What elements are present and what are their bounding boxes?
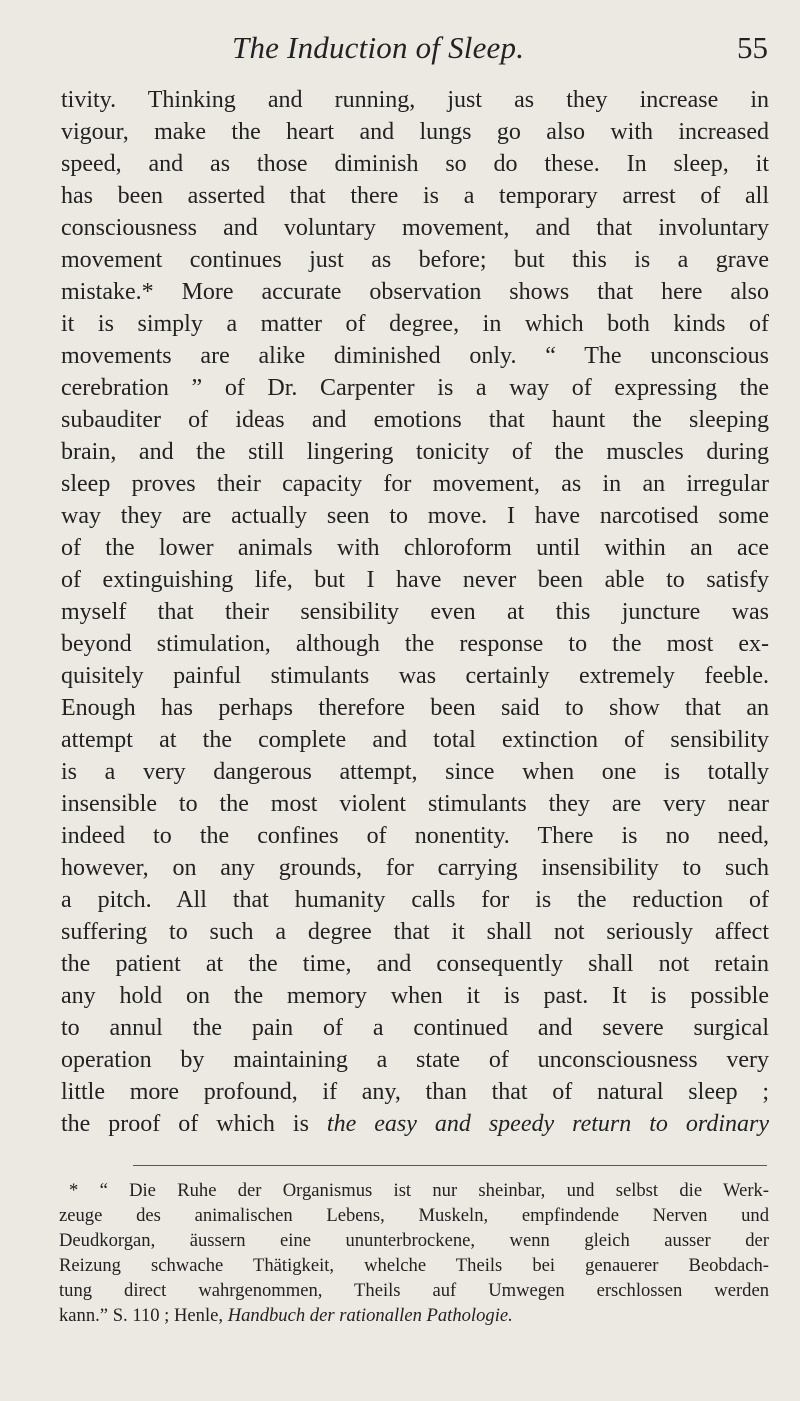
- page-number: 55: [737, 30, 768, 65]
- text-line: little more profound, if any, than that of natural sleep ;: [61, 1079, 769, 1105]
- text-line: suffering to such a degree that it shall not seriously affect: [61, 919, 769, 945]
- text-line: of extinguishing life, but I have never been able to satisfy: [61, 567, 769, 593]
- text-line: of the lower animals with chloroform until within an ace: [61, 535, 769, 561]
- body-text: [61, 84, 769, 1140]
- footnote-line: Deudkorgan, äussern eine ununterbrockene, wenn gleich ausser der: [59, 1230, 769, 1251]
- footnote-italic: Handbuch der rationallen Pathologie.: [227, 1305, 513, 1326]
- text-line: quisitely painful stimulants was certainly extremely feeble.: [61, 663, 769, 689]
- text-line: speed, and as those diminish so do these. In sleep, it: [61, 151, 769, 177]
- footnote-rule: [133, 1165, 767, 1166]
- page-header: [232, 30, 768, 70]
- footnote-line-last: [59, 1303, 769, 1328]
- text-line: however, on any grounds, for carrying insensibility to such: [61, 855, 769, 881]
- text-line: subauditer of ideas and emotions that haunt the sleeping: [61, 407, 769, 433]
- text-line: to annul the pain of a continued and severe surgical: [61, 1015, 769, 1041]
- footnote-line: zeuge des animalischen Lebens, Muskeln, empfindende Nerven und: [59, 1205, 769, 1226]
- text-line: indeed to the confines of nonentity. There is no need,: [61, 823, 769, 849]
- text-line: movement continues just as before; but this is a grave: [61, 247, 769, 273]
- text-line: brain, and the still lingering tonicity of the muscles during: [61, 439, 769, 465]
- text-line: it is simply a matter of degree, in which both kinds of: [61, 311, 769, 337]
- text-line: any hold on the memory when it is past. It is possible: [61, 983, 769, 1009]
- footnote-line: * “ Die Ruhe der Organismus ist nur sheinbar, und selbst die Werk-: [69, 1180, 769, 1201]
- text-line-roman: the proof of which is: [61, 1111, 327, 1137]
- text-line: the patient at the time, and consequently shall not retain: [61, 951, 769, 977]
- footnote-line: tung direct wahrgenommen, Theils auf Umwegen erschlossen werden: [59, 1280, 769, 1301]
- running-title: The Induction of Sleep.: [232, 30, 525, 65]
- text-line: has been asserted that there is a temporary arrest of all: [61, 183, 769, 209]
- text-line: sleep proves their capacity for movement, as in an irregular: [61, 471, 769, 497]
- text-line: insensible to the most violent stimulants they are very near: [61, 791, 769, 817]
- footnote-line: Reizung schwache Thätigkeit, whelche Theils bei genauerer Beobdach-: [59, 1255, 769, 1276]
- text-line: vigour, make the heart and lungs go also with increased: [61, 119, 769, 145]
- text-line: way they are actually seen to move. I have narcotised some: [61, 503, 769, 529]
- text-line: is a very dangerous attempt, since when one is totally: [61, 759, 769, 785]
- text-line: cerebration ” of Dr. Carpenter is a way of expressing the: [61, 375, 769, 401]
- text-line-last: [61, 1108, 769, 1140]
- text-line: tivity. Thinking and running, just as they increase in: [61, 87, 769, 113]
- text-line-italic: the easy and speedy return to ordinary: [326, 1111, 769, 1137]
- text-line: myself that their sensibility even at this juncture was: [61, 599, 769, 625]
- text-line: beyond stimulation, although the response to the most ex-: [61, 631, 769, 657]
- footnote: [59, 1178, 769, 1328]
- text-line: a pitch. All that humanity calls for is the reduction of: [61, 887, 769, 913]
- text-line: attempt at the complete and total extinction of sensibility: [61, 727, 769, 753]
- text-line: mistake.* More accurate observation shows that here also: [61, 279, 769, 305]
- text-line: operation by maintaining a state of unconsciousness very: [61, 1047, 769, 1073]
- text-line: consciousness and voluntary movement, and that involuntary: [61, 215, 769, 241]
- text-line: movements are alike diminished only. “ The unconscious: [61, 343, 769, 369]
- text-line: Enough has perhaps therefore been said to show that an: [61, 695, 769, 721]
- footnote-roman: kann.” S. 110 ; Henle,: [59, 1305, 228, 1326]
